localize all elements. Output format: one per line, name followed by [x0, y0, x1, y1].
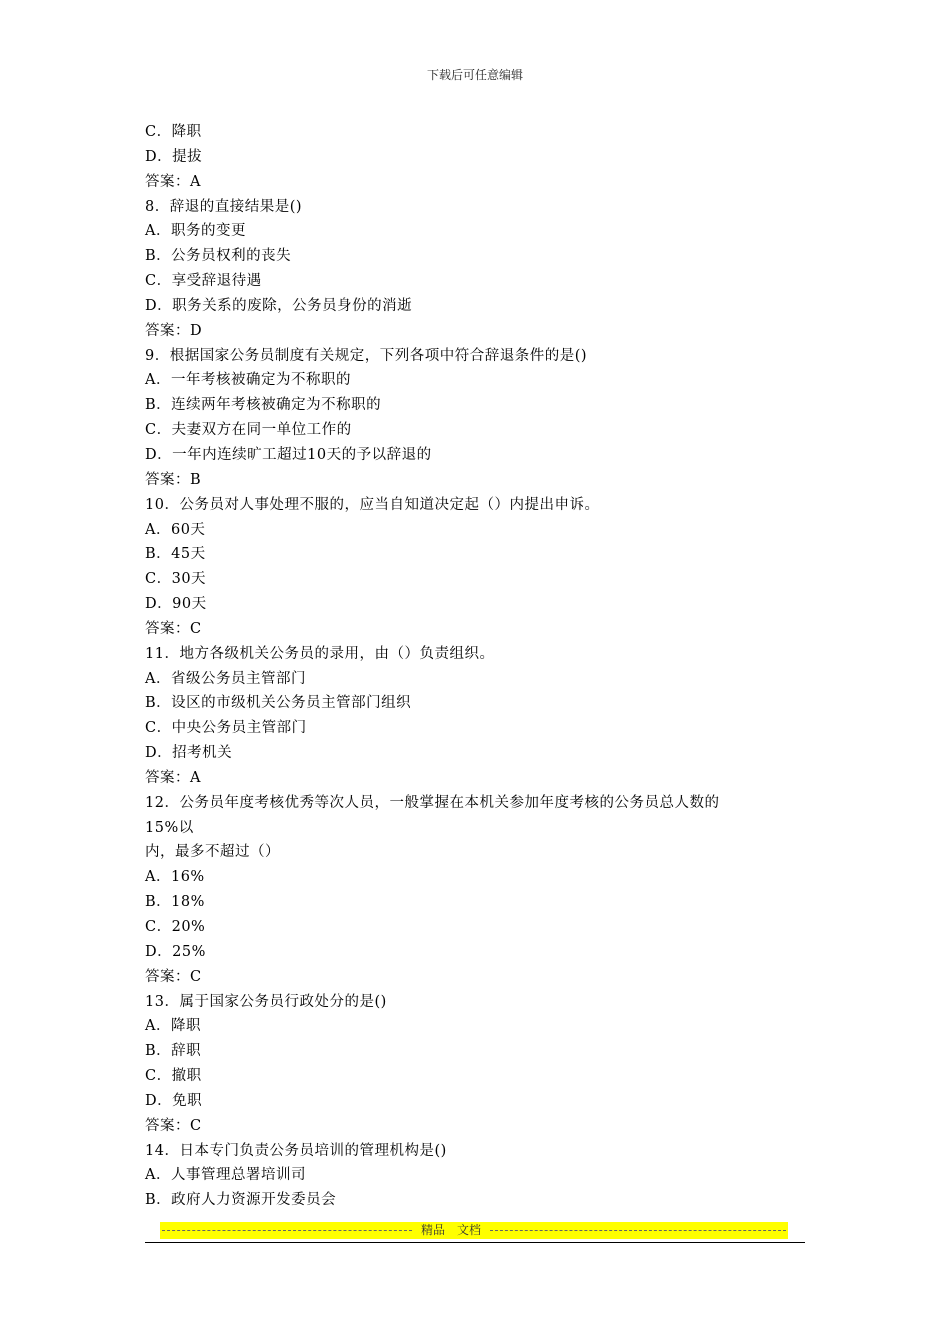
- answer-line: 答案：C: [145, 968, 202, 985]
- option-line: D．招考机关: [145, 745, 233, 762]
- option-line: C．20%: [145, 919, 206, 935]
- footer-dashed-rule-left: [162, 1230, 412, 1231]
- option-line: C．夫妻双方在同一单位工作的: [145, 422, 352, 439]
- footer-dashed-rule-right: [490, 1230, 786, 1231]
- option-line: C．撤职: [145, 1068, 202, 1085]
- option-line: A．60天: [145, 521, 206, 538]
- footer-highlight-band: [160, 1222, 788, 1239]
- option-line: B．政府人力资源开发委员会: [145, 1192, 337, 1209]
- option-line: B．45天: [145, 546, 206, 563]
- option-line: D．25%: [145, 943, 206, 960]
- option-line: B．辞职: [145, 1043, 202, 1060]
- page-header: 下载后可任意编辑: [426, 68, 523, 82]
- option-line: B．18%: [145, 894, 205, 911]
- document-body: [145, 120, 815, 1213]
- option-line: A．16%: [145, 869, 205, 886]
- option-line: A．人事管理总署培训司: [145, 1167, 306, 1184]
- option-line: C．30天: [145, 571, 207, 588]
- option-line: B．连续两年考核被确定为不称职的: [145, 397, 382, 414]
- option-line: B．公务员权利的丧失: [145, 248, 292, 265]
- answer-line: 答案：D: [145, 322, 203, 339]
- option-line: D．一年内连续旷工超过10天的予以辞退的: [145, 446, 432, 463]
- option-line: A．职务的变更: [145, 223, 246, 240]
- option-line: D．免职: [145, 1092, 203, 1109]
- footer-label: 精品 文档: [420, 1223, 481, 1237]
- question-line: 11．地方各级机关公务员的录用，由（）负责组织。: [145, 645, 495, 662]
- text-line: D．提拔: [145, 148, 203, 165]
- text-line: C．降职: [145, 124, 202, 140]
- question-continuation-line: 15%以: [145, 819, 194, 836]
- answer-line: 答案：B: [145, 471, 202, 488]
- option-line: D．90天: [145, 596, 207, 613]
- answer-line: 答案：C: [145, 1117, 202, 1134]
- option-line: A．降职: [145, 1018, 201, 1035]
- question-line: 9．根据国家公务员制度有关规定，下列各项中符合辞退条件的是(): [145, 347, 588, 364]
- question-line: 12．公务员年度考核优秀等次人员，一般掌握在本机关参加年度考核的公务员总人数的: [145, 794, 720, 811]
- answer-line: 答案：C: [145, 620, 202, 637]
- option-line: C．中央公务员主管部门: [145, 720, 307, 737]
- option-line: A．省级公务员主管部门: [145, 670, 306, 687]
- option-line: B．设区的市级机关公务员主管部门组织: [145, 695, 412, 712]
- option-line: A．一年考核被确定为不称职的: [145, 372, 351, 389]
- answer-line: 答案：A: [145, 769, 201, 786]
- footer-rule: [145, 1242, 805, 1243]
- answer-line: 答案：A: [145, 173, 201, 190]
- question-line: 10．公务员对人事处理不服的，应当自知道决定起（）内提出申诉。: [145, 496, 600, 513]
- option-line: D．职务关系的废除，公务员身份的消逝: [145, 297, 413, 314]
- question-line: 8．辞退的直接结果是(): [145, 198, 303, 215]
- question-line: 14．日本专门负责公务员培训的管理机构是(): [145, 1142, 447, 1159]
- question-continuation-line: 内，最多不超过（）: [145, 844, 280, 861]
- option-line: C．享受辞退待遇: [145, 273, 262, 290]
- question-line: 13．属于国家公务员行政处分的是(): [145, 993, 387, 1010]
